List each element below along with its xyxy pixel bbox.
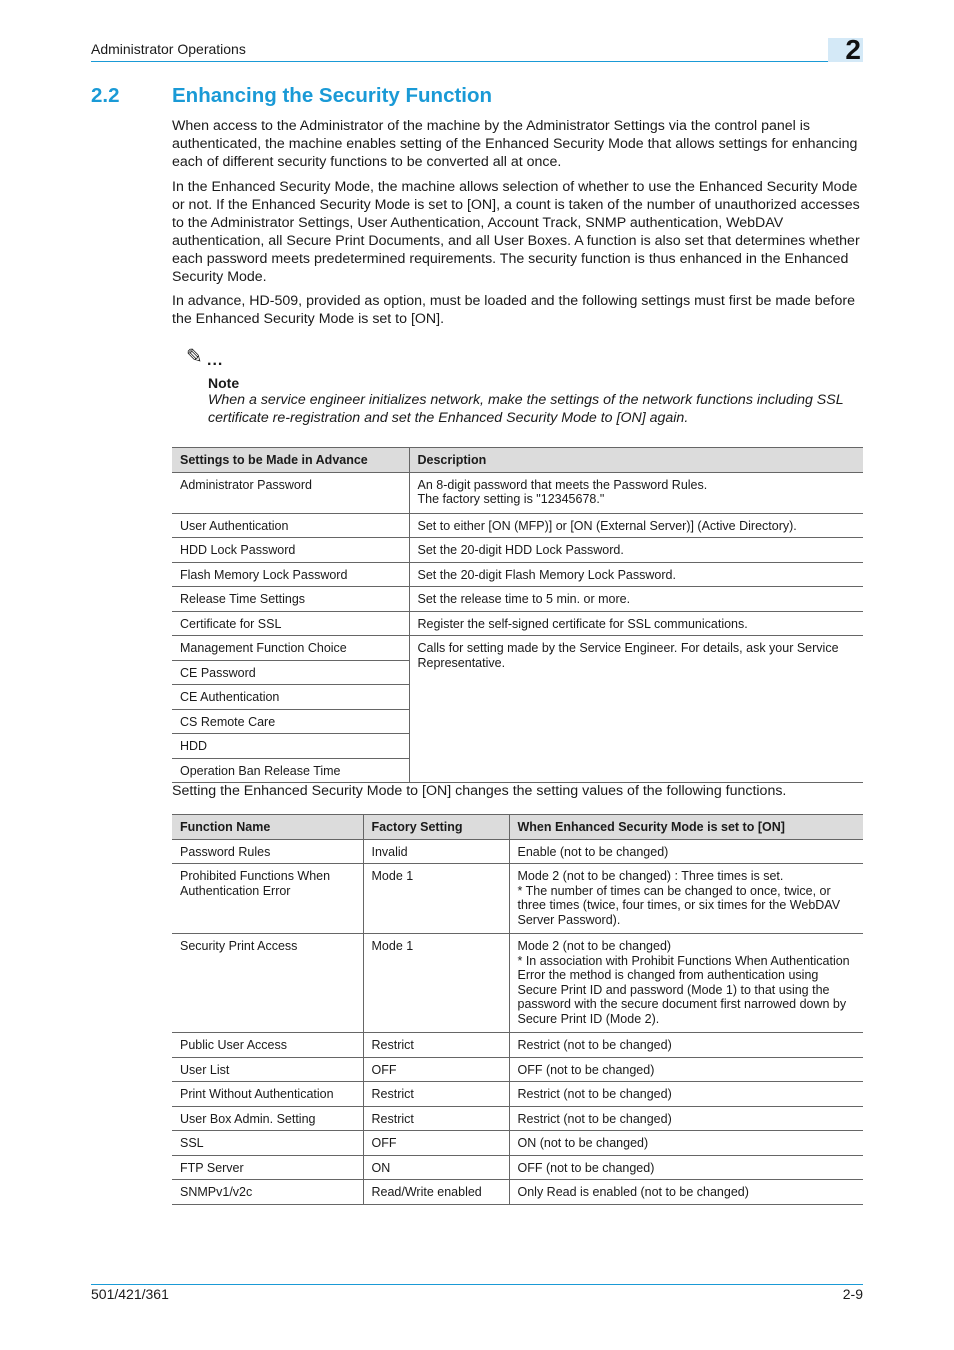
section-title: Enhancing the Security Function (172, 84, 493, 107)
function-name-cell: Password Rules (172, 839, 363, 864)
column-header: Function Name (172, 815, 363, 840)
setting-cell: HDD (172, 734, 409, 759)
section-number: 2.2 (91, 84, 120, 107)
factory-setting-cell: Read/Write enabled (363, 1180, 509, 1205)
factory-setting-cell: Restrict (363, 1033, 509, 1058)
changes-paragraph: Setting the Enhanced Security Mode to [ON] changes the setting values of the following functions. (172, 783, 787, 799)
setting-cell: Operation Ban Release Time (172, 758, 409, 783)
enhanced-setting-cell: OFF (not to be changed) (509, 1155, 863, 1180)
table-row (172, 538, 863, 563)
function-name-cell: User List (172, 1057, 363, 1082)
table-row (172, 611, 863, 636)
enhanced-setting-cell: Restrict (not to be changed) (509, 1082, 863, 1107)
enhanced-setting-cell: Restrict (not to be changed) (509, 1033, 863, 1058)
prerequisite-paragraph: In advance, HD-509, provided as option, must be loaded and the following settings must first be made before the Enhanced Security Mode is set to [ON]. (172, 293, 855, 327)
enhanced-setting-cell: OFF (not to be changed) (509, 1057, 863, 1082)
description-cell: Set to either [ON (MFP)] or [ON (External Server)] (Active Directory). (409, 513, 863, 538)
description-cell: Set the release time to 5 min. or more. (409, 587, 863, 612)
enhanced-setting-cell: Mode 2 (not to be changed) : Three times is set. * The number of times can be changed to once, twice, or three times (twice, four times, or six times for the WebDAV Server Password). (509, 864, 863, 934)
factory-setting-cell: OFF (363, 1057, 509, 1082)
setting-cell: CE Password (172, 660, 409, 685)
description-cell: Register the self-signed certificate for SSL communications. (409, 611, 863, 636)
setting-cell: Flash Memory Lock Password (172, 562, 409, 587)
setting-cell: Management Function Choice (172, 636, 409, 661)
section-heading (91, 84, 492, 108)
setting-cell: CS Remote Care (172, 709, 409, 734)
setting-cell: User Authentication (172, 513, 409, 538)
function-name-cell: Security Print Access (172, 934, 363, 1033)
enhanced-mode-paragraph: In the Enhanced Security Mode, the machine allows selection of whether to use the Enhanced Security Mode or not. If the Enhanced Security Mode is set to [ON], a count is taken of the number of unauthorized accesses to the Administrator Settings, User Authentication, Account Track, SNMP authentication, WebDAV authentication, all Secure Print Documents, and all User Boxes. A function is also set that determines whether each password meets predetermined requirements. The security function is thus enhanced in the Enhanced Security Mode. (172, 179, 860, 285)
running-header: Administrator Operations (91, 41, 246, 57)
factory-setting-cell: Restrict (363, 1106, 509, 1131)
column-header: When Enhanced Security Mode is set to [ON] (509, 815, 863, 840)
factory-setting-cell: OFF (363, 1131, 509, 1156)
table-row (172, 1106, 863, 1131)
function-name-cell: Print Without Authentication (172, 1082, 363, 1107)
footer-model: 501/421/361 (91, 1286, 169, 1302)
factory-setting-cell: ON (363, 1155, 509, 1180)
table-row (172, 1180, 863, 1205)
table-row (172, 1082, 863, 1107)
function-name-cell: FTP Server (172, 1155, 363, 1180)
page-number: 2-9 (842, 1286, 863, 1302)
function-name-cell: Public User Access (172, 1033, 363, 1058)
table-row (172, 587, 863, 612)
chapter-badge (828, 34, 863, 65)
enhanced-setting-cell: Mode 2 (not to be changed) * In association with Prohibit Functions When Authentication Error the method is changed from authentication using Secure Print ID and password (Mode 1) to that using the password with the secure document first narrowed down by Secure Print ID (Mode 2). (509, 934, 863, 1033)
function-name-cell: Prohibited Functions When Authentication Error (172, 864, 363, 934)
chapter-number: 2 (845, 34, 861, 65)
table-header-row (172, 815, 863, 840)
setting-cell: CE Authentication (172, 685, 409, 710)
column-header: Settings to be Made in Advance (172, 448, 409, 473)
setting-cell: Release Time Settings (172, 587, 409, 612)
factory-setting-cell: Invalid (363, 839, 509, 864)
table-row (172, 1057, 863, 1082)
factory-setting-cell: Mode 1 (363, 934, 509, 1033)
intro-paragraph: When access to the Administrator of the machine by the Administrator Settings via the control panel is authenticated, the machine enables setting of the Enhanced Security Mode that allows settings for enhancing each of different security functions to be converted all at once. (172, 118, 858, 170)
table-row (172, 1155, 863, 1180)
pencil-note-icon: ✎ (186, 346, 203, 368)
column-header: Factory Setting (363, 815, 509, 840)
enhanced-setting-cell: ON (not to be changed) (509, 1131, 863, 1156)
function-name-cell: SNMPv1/v2c (172, 1180, 363, 1205)
description-cell: Set the 20-digit Flash Memory Lock Password. (409, 562, 863, 587)
factory-setting-cell: Restrict (363, 1082, 509, 1107)
footer-rule (91, 1284, 863, 1285)
advance-settings-table (172, 447, 863, 783)
factory-setting-cell: Mode 1 (363, 864, 509, 934)
column-header: Description (409, 448, 863, 473)
merged-description-cell: Calls for setting made by the Service Engineer. For details, ask your Service Representative. (409, 636, 863, 783)
table-row (172, 1033, 863, 1058)
function-name-cell: User Box Admin. Setting (172, 1106, 363, 1131)
setting-cell: Administrator Password (172, 472, 409, 513)
description-cell: Set the 20-digit HDD Lock Password. (409, 538, 863, 563)
enhanced-setting-cell: Enable (not to be changed) (509, 839, 863, 864)
note-dots: ... (207, 352, 224, 369)
description-line: The factory setting is "12345678." (417, 492, 605, 506)
description-line: An 8-digit password that meets the Password Rules. (417, 477, 708, 492)
table-row (172, 1131, 863, 1156)
function-name-cell: SSL (172, 1131, 363, 1156)
note-label: Note (208, 375, 240, 391)
table-row (172, 472, 863, 513)
table-header-row (172, 448, 863, 473)
setting-cell: Certificate for SSL (172, 611, 409, 636)
table-row (172, 934, 863, 1033)
table-row (172, 636, 863, 661)
description-cell (409, 472, 863, 513)
table-row (172, 562, 863, 587)
table-row (172, 839, 863, 864)
enhanced-setting-cell: Restrict (not to be changed) (509, 1106, 863, 1131)
table-row (172, 513, 863, 538)
note-text: When a service engineer initializes network, make the settings of the network functions including SSL certificate re-registration and set the Enhanced Security Mode to [ON] again. (208, 392, 844, 426)
enhanced-security-functions-table (172, 814, 863, 1205)
header-rule (91, 61, 863, 62)
enhanced-setting-cell: Only Read is enabled (not to be changed) (509, 1180, 863, 1205)
setting-cell: HDD Lock Password (172, 538, 409, 563)
table-row (172, 864, 863, 934)
